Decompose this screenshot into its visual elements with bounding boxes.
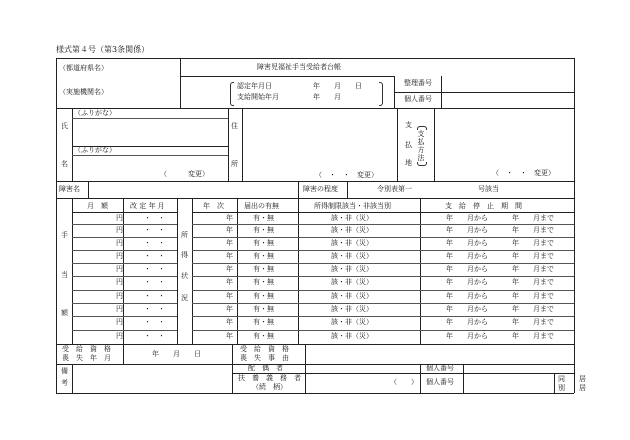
- income-label-3: 状: [181, 272, 188, 280]
- line: [72, 263, 177, 264]
- personal-no-spouse: 個人番号: [426, 364, 454, 372]
- line: [441, 76, 442, 108]
- row-notify: 有・無: [253, 239, 274, 247]
- row-limit: 該・非（災）: [331, 226, 373, 234]
- address-label-top: 住: [231, 122, 238, 130]
- spouse-label: 配 偶 者: [248, 364, 283, 372]
- row-limit: 該・非（災）: [331, 239, 373, 247]
- payment-start-label: 支給開始年月: [237, 93, 279, 101]
- row-yen: 円: [116, 332, 123, 340]
- loss-reason-1: 受 給 資 格: [240, 345, 289, 353]
- row-limit: 該・非（災）: [331, 265, 373, 273]
- line: [56, 344, 574, 345]
- remarks-label-bottom: 考: [61, 379, 68, 387]
- line: [228, 108, 229, 181]
- row-notify: 有・無: [253, 332, 274, 340]
- line: [72, 250, 177, 251]
- row-revised-date: ・ ・: [144, 278, 165, 286]
- row-stop-to: 年 月まで: [512, 226, 554, 234]
- supporter-label-1: 扶 養 義 務 者: [238, 374, 301, 382]
- row-yen: 円: [116, 239, 123, 247]
- line: [420, 198, 421, 344]
- line: [298, 198, 299, 344]
- row-notify: 有・無: [253, 214, 274, 222]
- line: [192, 224, 574, 225]
- line: [192, 198, 193, 344]
- row-notify: 有・無: [253, 305, 274, 313]
- line: [192, 250, 574, 251]
- row-revised-date: ・ ・: [144, 332, 165, 340]
- agency-label: （実施機関名）: [59, 88, 108, 96]
- disability-name-label: 障害名: [59, 185, 80, 193]
- border-bottom: [56, 393, 574, 394]
- row-stop-from: 年 月から: [446, 214, 488, 222]
- supporter-label-2: （続 柄）: [252, 383, 287, 391]
- line: [434, 108, 435, 181]
- line: [72, 316, 177, 317]
- col-limit: 所得制限該当・非該当別: [314, 202, 391, 210]
- recognition-date-label: 認定年月日: [237, 82, 272, 90]
- date-bracket-right: [379, 82, 383, 106]
- row-stop-from: 年 月から: [446, 332, 488, 340]
- line: [180, 58, 181, 108]
- col-year: 年 次: [203, 202, 224, 210]
- row-notify: 有・無: [253, 292, 274, 300]
- loss-label-2: 喪 失 年 月: [62, 354, 111, 362]
- row-year: 年: [226, 305, 233, 313]
- allowance-side-label-2: 当: [61, 271, 68, 279]
- line: [420, 364, 421, 393]
- line: [72, 237, 177, 238]
- line: [72, 290, 177, 291]
- personal-no-supporter: 個人番号: [426, 378, 454, 386]
- line: [232, 364, 233, 393]
- furigana-1: （ふりがな）: [74, 109, 116, 117]
- line: [180, 76, 394, 77]
- row-notify: 有・無: [253, 265, 274, 273]
- line: [123, 198, 124, 344]
- name-label-top: 氏: [61, 122, 68, 130]
- table-label: 令別表第一: [377, 185, 412, 193]
- row-stop-from: 年 月から: [446, 278, 488, 286]
- row-limit: 該・非（災）: [331, 252, 373, 260]
- line: [394, 92, 574, 93]
- line: [123, 344, 124, 364]
- line: [72, 224, 177, 225]
- line: [72, 118, 228, 119]
- form-title: 様式第４号（第3条関係）: [56, 45, 150, 54]
- line: [72, 364, 73, 393]
- furigana-2: （ふりがな）: [74, 146, 116, 154]
- row-stop-to: 年 月まで: [512, 265, 554, 273]
- row-year: 年: [226, 265, 233, 273]
- line: [463, 364, 464, 393]
- line: [72, 212, 177, 213]
- row-revised-date: ・ ・: [144, 252, 165, 260]
- line: [305, 364, 306, 393]
- col-month-amount: 月 額: [87, 202, 108, 210]
- row-revised-date: ・ ・: [144, 239, 165, 247]
- row-stop-from: 年 月から: [446, 318, 488, 326]
- row-limit: 該・非（災）: [331, 318, 373, 326]
- row-revised-date: ・ ・: [144, 265, 165, 273]
- payee-label-2: 払: [405, 141, 412, 149]
- line: [554, 373, 555, 393]
- address-change: （ ・ ・ 変更）: [315, 171, 378, 179]
- row-yen: 円: [116, 278, 123, 286]
- line: [347, 181, 348, 198]
- line: [305, 344, 306, 364]
- line: [56, 198, 574, 199]
- row-yen: 円: [116, 318, 123, 326]
- line: [72, 198, 73, 344]
- row-stop-from: 年 月から: [446, 292, 488, 300]
- line: [88, 181, 89, 198]
- name-change: （ 変更）: [160, 170, 209, 178]
- living-together: 同 居: [558, 375, 586, 383]
- line: [192, 263, 574, 264]
- row-limit: 該・非（災）: [331, 278, 373, 286]
- row-year: 年: [226, 252, 233, 260]
- row-stop-to: 年 月まで: [512, 214, 554, 222]
- row-stop-from: 年 月から: [446, 265, 488, 273]
- line: [177, 198, 178, 344]
- row-stop-to: 年 月まで: [512, 292, 554, 300]
- row-limit: 該・非（災）: [331, 292, 373, 300]
- line: [242, 108, 243, 181]
- border-top: [56, 58, 574, 59]
- row-revised-date: ・ ・: [144, 214, 165, 222]
- row-stop-to: 年 月まで: [512, 239, 554, 247]
- row-yen: 円: [116, 214, 123, 222]
- row-stop-to: 年 月まで: [512, 252, 554, 260]
- line: [237, 198, 238, 344]
- loss-date: 年 月 日: [152, 350, 201, 358]
- row-year: 年: [226, 332, 233, 340]
- line: [192, 237, 574, 238]
- line: [298, 181, 299, 198]
- row-yen: 円: [116, 292, 123, 300]
- name-label-bottom: 名: [61, 160, 68, 168]
- col-stop: 支 給 停 止 期 間: [445, 202, 522, 210]
- income-label-4: 況: [181, 294, 188, 302]
- applicable-label: 号該当: [478, 185, 499, 193]
- payment-start-unit: 年 月: [313, 93, 341, 101]
- payee-method-label: 支払方法: [417, 130, 425, 162]
- row-limit: 該・非（災）: [331, 332, 373, 340]
- row-stop-to: 年 月まで: [512, 332, 554, 340]
- payee-change: （ ・ ・ 変更）: [492, 169, 555, 177]
- income-label-2: 得: [181, 251, 188, 259]
- payee-method-bracket-bottom: [417, 162, 427, 166]
- line: [397, 108, 398, 181]
- line: [56, 108, 574, 109]
- row-limit: 該・非（災）: [331, 305, 373, 313]
- row-stop-to: 年 月まで: [512, 278, 554, 286]
- payee-label-3: 地: [405, 159, 412, 167]
- row-year: 年: [226, 214, 233, 222]
- line: [72, 330, 177, 331]
- line: [192, 276, 574, 277]
- line: [192, 212, 574, 213]
- row-stop-from: 年 月から: [446, 305, 488, 313]
- row-notify: 有・無: [253, 318, 274, 326]
- allowance-side-label-3: 額: [61, 309, 68, 317]
- payee-label-1: 支: [405, 121, 412, 129]
- row-stop-to: 年 月まで: [512, 305, 554, 313]
- line: [192, 290, 574, 291]
- row-revised-date: ・ ・: [144, 226, 165, 234]
- row-notify: 有・無: [253, 278, 274, 286]
- row-yen: 円: [116, 226, 123, 234]
- row-year: 年: [226, 239, 233, 247]
- line: [72, 276, 177, 277]
- prefecture-label: （都道府県名）: [59, 64, 108, 72]
- reg-no-label: 整理番号: [404, 79, 432, 87]
- remarks-label-top: 備: [61, 367, 68, 375]
- row-year: 年: [226, 226, 233, 234]
- row-year: 年: [226, 278, 233, 286]
- disability-degree-label: 障害の程度: [303, 185, 338, 193]
- row-revised-date: ・ ・: [144, 292, 165, 300]
- row-limit: 該・非（災）: [331, 214, 373, 222]
- line: [192, 330, 574, 331]
- line: [72, 155, 228, 156]
- row-year: 年: [226, 318, 233, 326]
- row-stop-to: 年 月まで: [512, 318, 554, 326]
- allowance-side-label-1: 手: [61, 231, 68, 239]
- line: [192, 316, 574, 317]
- line: [232, 344, 233, 364]
- row-yen: 円: [116, 252, 123, 260]
- loss-reason-2: 喪 失 事 由: [240, 354, 289, 362]
- row-revised-date: ・ ・: [144, 318, 165, 326]
- date-bracket-left: [230, 82, 234, 106]
- line: [56, 181, 574, 182]
- col-revised: 改 定 年 月: [130, 202, 165, 210]
- income-label-1: 所: [181, 231, 188, 239]
- ledger-title: 障害児福祉手当受給者台帳: [257, 63, 341, 71]
- living-separate: 別 居: [558, 384, 586, 392]
- row-notify: 有・無: [253, 226, 274, 234]
- row-yen: 円: [116, 265, 123, 273]
- address-label-bottom: 所: [231, 160, 238, 168]
- loss-label-1: 受 給 資 格: [62, 345, 111, 353]
- personal-no-label: 個人番号: [404, 95, 432, 103]
- row-notify: 有・無: [253, 252, 274, 260]
- line: [72, 303, 177, 304]
- row-stop-from: 年 月から: [446, 226, 488, 234]
- row-stop-from: 年 月から: [446, 252, 488, 260]
- line: [56, 364, 574, 365]
- col-notify: 届出の有無: [244, 202, 279, 210]
- row-year: 年: [226, 292, 233, 300]
- border-right: [574, 58, 575, 393]
- line: [192, 303, 574, 304]
- relation-paren: （ ）: [390, 378, 418, 386]
- row-revised-date: ・ ・: [144, 305, 165, 313]
- row-yen: 円: [116, 305, 123, 313]
- recognition-date-unit: 年 月 日: [313, 82, 362, 90]
- row-stop-from: 年 月から: [446, 239, 488, 247]
